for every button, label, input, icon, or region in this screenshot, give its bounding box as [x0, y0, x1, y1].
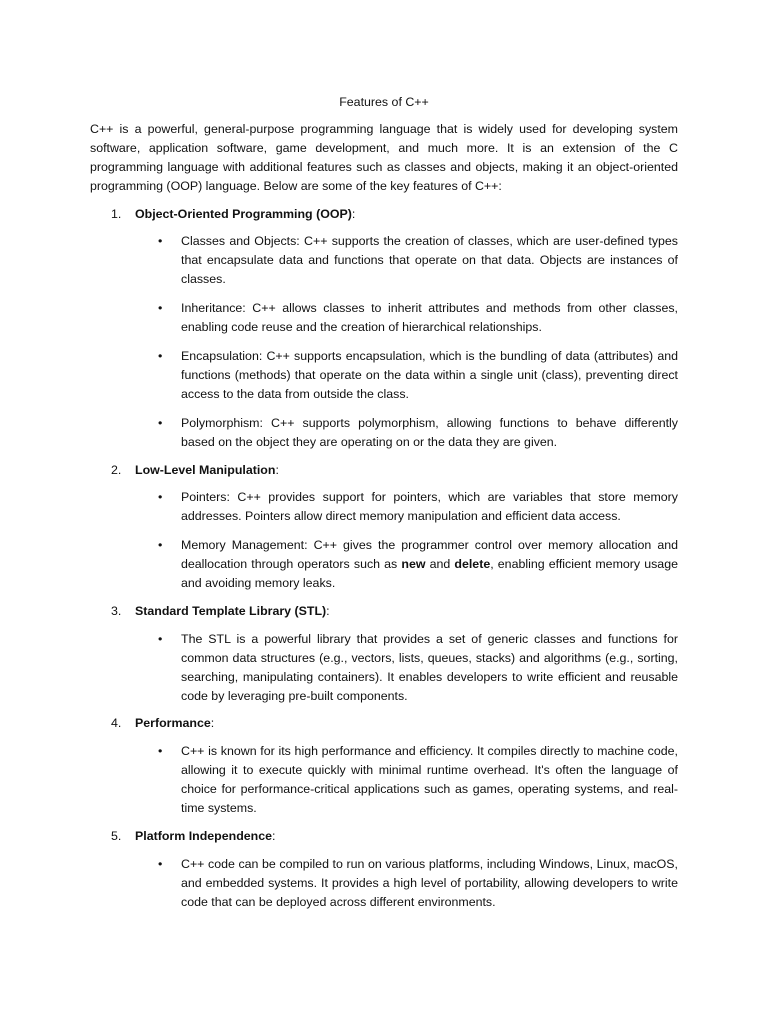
bullet-dot: • — [158, 415, 163, 430]
section-title-colon: : — [326, 603, 330, 618]
list-item-text: Inheritance: C++ allows classes to inherit attributes and methods from other classes, enabling code reuse and the creation of hierarchical relationships. — [181, 301, 678, 335]
section-title: Object-Oriented Programming (OOP) — [135, 206, 352, 221]
list-item-text: C++ is known for its high performance and efficiency. It compiles directly to machine code, allowing it to execute quickly with minimal runtime overhead. It's often the language of choice for performance-critical applications such as games, operating systems, and real-time systems. — [181, 744, 678, 816]
list-item — [90, 232, 678, 289]
list-item — [90, 414, 678, 452]
section-low-level — [90, 461, 678, 593]
section-title-colon: : — [351, 206, 356, 221]
bullet-dot: • — [158, 234, 163, 249]
text-run: Memory Management: C++ gives the programmer control over memory allocation and deallocation through operators such as — [181, 538, 678, 572]
list-item — [90, 630, 678, 706]
section-title: Low-Level Manipulation — [135, 462, 276, 477]
list-item — [90, 536, 678, 593]
document-page — [90, 93, 678, 921]
list-item — [90, 299, 678, 337]
bullet-dot: • — [158, 631, 163, 646]
list-item-text: Encapsulation: C++ supports encapsulation, which is the bundling of data (attributes) and functions (methods) that operate on the data within a single unit (class), preventing direct access to the data from outside the class. — [181, 348, 678, 401]
list-item — [90, 488, 678, 526]
bullet-dot: • — [158, 348, 163, 363]
section-stl — [90, 602, 678, 706]
bullet-dot: • — [158, 490, 163, 505]
list-item — [90, 742, 678, 818]
keyword-delete: delete — [454, 557, 491, 572]
section-title: Platform Independence — [135, 829, 273, 843]
section-title-colon: : — [275, 462, 279, 477]
section-number: 3. — [111, 603, 122, 618]
bullet-dot: • — [158, 301, 163, 316]
section-heading — [90, 602, 678, 621]
section-oop — [90, 205, 678, 452]
section-number: 2. — [111, 462, 122, 477]
section-heading — [90, 714, 678, 733]
keyword-new: new — [401, 557, 426, 572]
list-item — [90, 347, 678, 404]
list-item-text: Classes and Objects: C++ supports the creation of classes, which are user-defined types that encapsulate data and functions that operate on that data. Objects are instances of classes. — [181, 234, 678, 287]
list-item-text — [181, 538, 678, 590]
bullet-dot: • — [158, 538, 163, 553]
section-heading — [90, 205, 678, 224]
section-performance — [90, 714, 678, 818]
list-item-text: The STL is a powerful library that provides a set of generic classes and functions for common data structures (e.g., vectors, lists, queues, stacks) and algorithms (e.g., sorting, searching, manipulating containers). It enables developers to write efficient and reusable code by leveraging pre-built components. — [181, 631, 678, 703]
list-item-text: Pointers: C++ provides support for pointers, which are variables that store memory addresses. Pointers allow direct memory manipulation and efficient data access. — [181, 490, 678, 524]
section-title: Performance — [135, 716, 211, 731]
section-number: 1. — [111, 206, 122, 221]
intro-paragraph: C++ is a powerful, general-purpose programming language that is widely used for developing system software, application software, game development, and much more. It is an extension of the C programming language with additional features such as classes and objects, making it an object-oriented programming (OOP) language. Below are some of the key features of C++: — [90, 121, 678, 193]
bullet-dot: • — [158, 856, 163, 871]
text-run: , enabling efficient memory usage and avoiding memory leaks. — [181, 557, 678, 591]
list-item — [90, 855, 678, 912]
section-number: 4. — [111, 716, 122, 731]
section-heading — [90, 827, 678, 846]
section-number: 5. — [111, 829, 122, 843]
section-title: Standard Template Library (STL) — [135, 603, 327, 618]
section-title-colon: : — [210, 716, 215, 731]
text-run: and — [425, 557, 455, 572]
section-heading — [90, 461, 678, 480]
section-platform-independence — [90, 827, 678, 912]
list-item-text: Polymorphism: C++ supports polymorphism, allowing functions to behave differently based on the object they are operating on or the data they are given. — [181, 415, 678, 449]
document-title: Features of C++ — [339, 95, 429, 109]
bullet-dot: • — [158, 744, 163, 759]
section-title-colon: : — [272, 829, 276, 843]
list-item-text: C++ code can be compiled to run on various platforms, including Windows, Linux, macOS, and embedded systems. It provides a high level of portability, allowing developers to write code that can be deployed across different environments. — [181, 856, 678, 909]
